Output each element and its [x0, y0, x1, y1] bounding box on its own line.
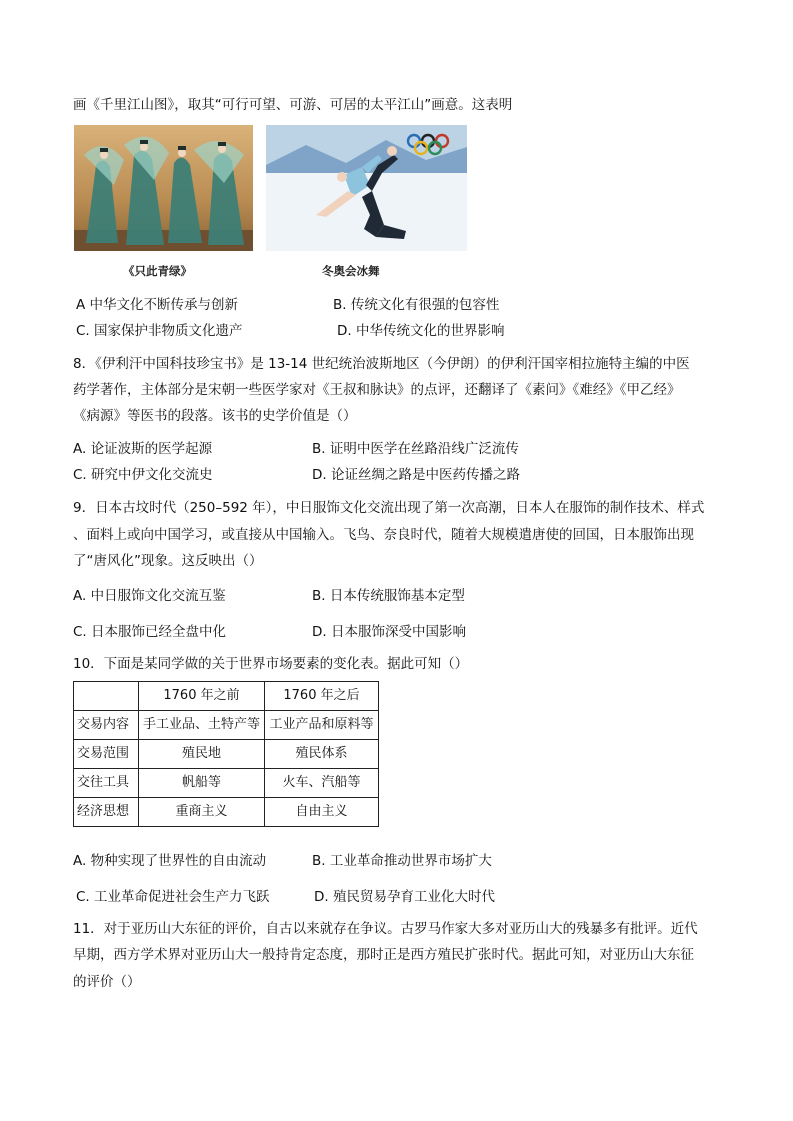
q8-option-b[interactable]: B. 证明中医学在丝路沿线广泛流传: [312, 441, 519, 457]
table-cell: 重商主义: [139, 798, 265, 827]
table-header-cell: [74, 682, 139, 711]
q7-option-a[interactable]: A 中华文化不断传承与创新: [76, 297, 239, 313]
table-cell: 交易内容: [74, 711, 139, 740]
q8-option-c[interactable]: C. 研究中伊文化交流史: [73, 467, 213, 483]
table-cell: 自由主义: [265, 798, 379, 827]
q9-option-c[interactable]: C. 日本服饰已经全盘中化: [73, 624, 227, 640]
q10-option-d[interactable]: D. 殖民贸易孕育工业化大时代: [314, 889, 495, 905]
q11-stem-line-2: 早期，西方学术界对亚历山大一般持肯定态度，那时正是西方殖民扩张时代。据此可知，对亚历山大东征: [73, 947, 694, 963]
table-cell: 殖民体系: [265, 740, 379, 769]
table-cell: 交易范围: [74, 740, 139, 769]
table-cell: 经济思想: [74, 798, 139, 827]
q10-stem: 10．下面是某同学做的关于世界市场要素的变化表。据此可知（）: [73, 656, 469, 672]
q7-option-b[interactable]: B. 传统文化有很强的包容性: [333, 297, 500, 313]
q8-option-a[interactable]: A. 论证波斯的医学起源: [73, 441, 213, 457]
dance-photo-caption: 《只此青绿》: [123, 264, 192, 278]
table-header-cell: 1760 年之后: [265, 682, 379, 711]
ice-dance-photo: [266, 125, 467, 251]
q9-option-b[interactable]: B. 日本传统服饰基本定型: [312, 588, 465, 604]
ice-dance-photo-caption: 冬奥会冰舞: [322, 264, 380, 278]
table-cell: 交往工具: [74, 769, 139, 798]
table-header-row: [74, 682, 379, 711]
q11-stem-line-1: 11．对于亚历山大东征的评价，自古以来就存在争议。古罗马作家大多对亚历山大的残暴多有批评。近代: [73, 921, 698, 937]
table-cell: 殖民地: [139, 740, 265, 769]
dance-photo: [74, 125, 253, 251]
q8-option-d[interactable]: D. 论证丝绸之路是中医药传播之路: [312, 467, 520, 483]
q9-stem-line-3: 了“唐风化”现象。这反映出（）: [73, 553, 263, 569]
q7-stem-tail: 画《千里江山图》，取其“可行可望、可游、可居的太平江山”画意。这表明: [73, 97, 513, 113]
table-cell: 帆船等: [139, 769, 265, 798]
table-row: [74, 798, 379, 827]
q9-stem-line-1: 9．日本古坟时代（250–592 年），中日服饰文化交流出现了第一次高潮，日本人在服饰的制作技术、样式: [73, 500, 705, 516]
q9-option-a[interactable]: A. 中日服饰文化交流互鉴: [73, 588, 226, 604]
q11-stem-line-3: 的评价（）: [73, 974, 141, 990]
table-cell: 工业产品和原料等: [265, 711, 379, 740]
world-market-table: [73, 681, 379, 827]
q10-option-b[interactable]: B. 工业革命推动世界市场扩大: [312, 853, 492, 869]
q9-stem-line-2: 、面料上或向中国学习，或直接从中国输入。飞鸟、奈良时代，随着大规模遣唐使的回国，日本服饰出现: [73, 527, 694, 543]
table-cell: 火车、汽船等: [265, 769, 379, 798]
q8-stem-line-1: 8．《伊利汗中国科技珍宝书》是 13-14 世纪统治波斯地区（今伊朗）的伊利汗国宰相拉施特主编的中医: [73, 356, 690, 372]
q7-option-d[interactable]: D. 中华传统文化的世界影响: [337, 323, 505, 339]
q8-stem-line-2: 药学著作，主体部分是宋朝一些医学家对《王叔和脉诀》的点评，还翻译了《素问》《难经》《甲乙经》: [73, 382, 681, 398]
table-row: [74, 769, 379, 798]
q9-option-d[interactable]: D. 日本服饰深受中国影响: [312, 624, 466, 640]
q8-stem-line-3: 《病源》等医书的段落。该书的史学价值是（）: [73, 408, 357, 424]
table-cell: 手工业品、土特产等: [139, 711, 265, 740]
q7-option-c[interactable]: C. 国家保护非物质文化遗产: [76, 323, 243, 339]
table-row: [74, 740, 379, 769]
table-header-cell: 1760 年之前: [139, 682, 265, 711]
q10-option-c[interactable]: C. 工业革命促进社会生产力飞跃: [76, 889, 270, 905]
q10-option-a[interactable]: A. 物种实现了世界性的自由流动: [73, 853, 267, 869]
table-row: [74, 711, 379, 740]
